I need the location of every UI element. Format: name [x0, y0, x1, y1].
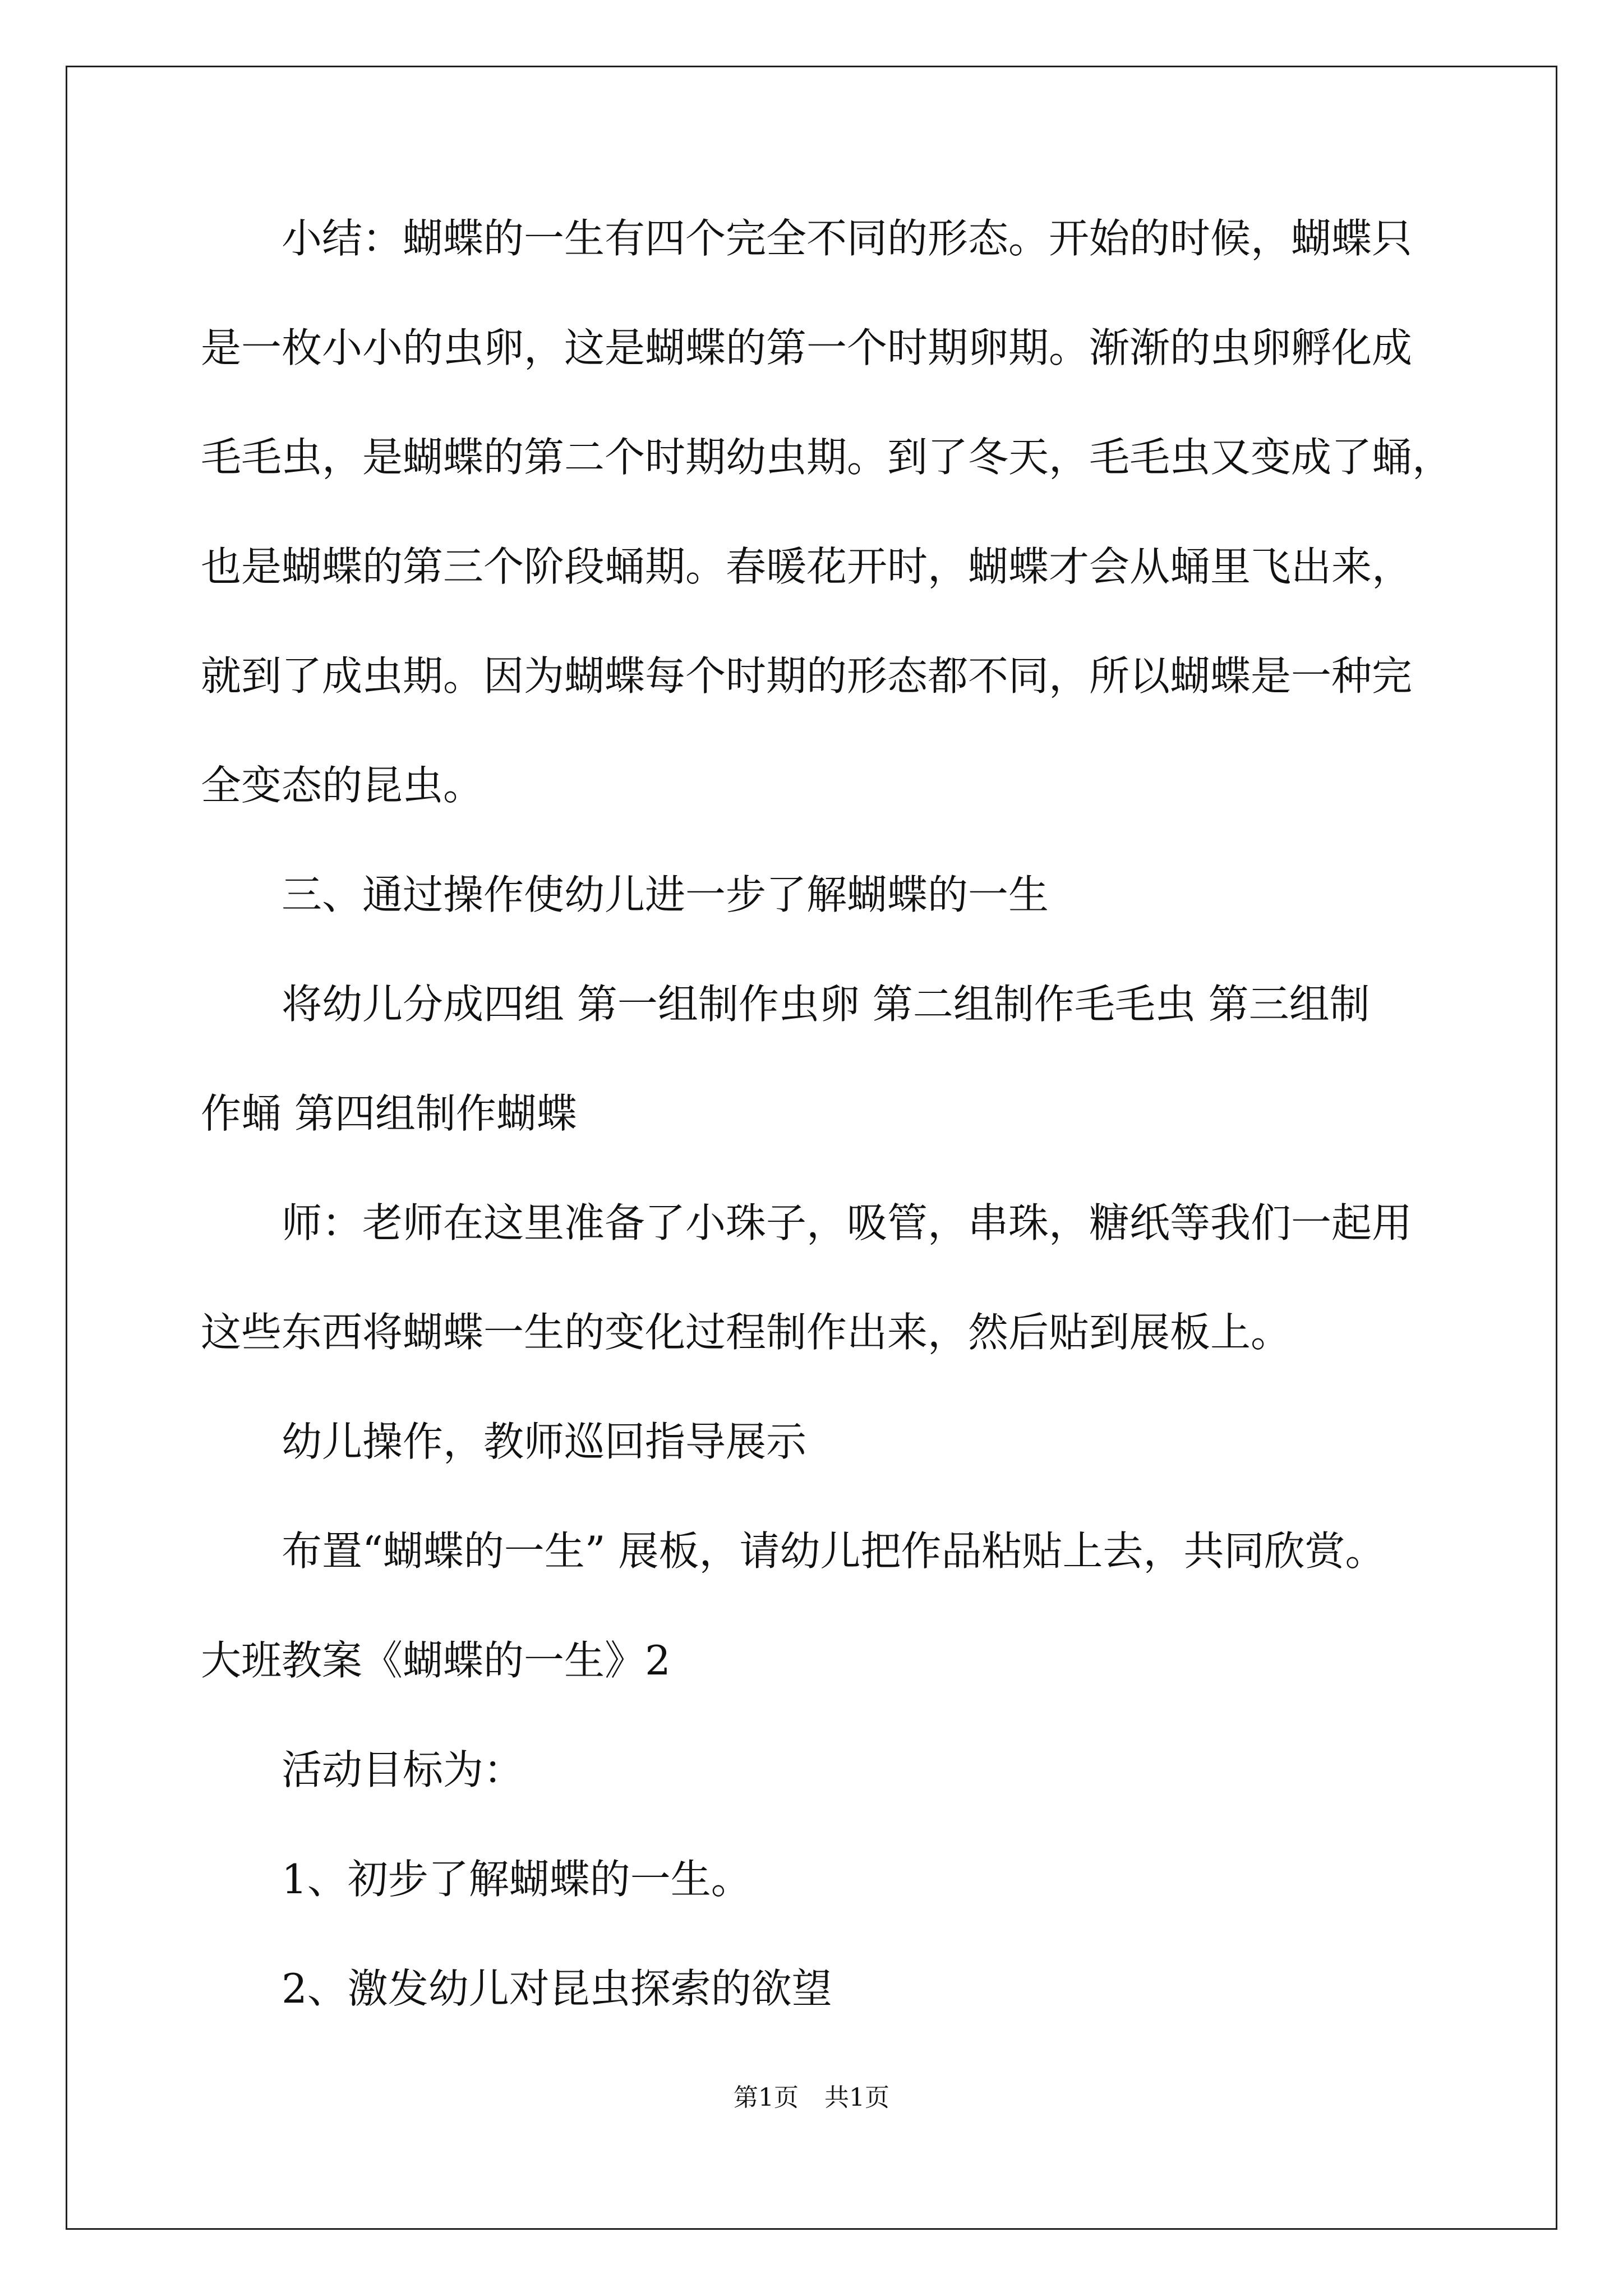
paragraph-display-board: 布置“蝴蝶的一生” 展板，请幼儿把作品粘贴上去，共同欣赏。 [282, 1527, 1386, 1575]
paragraph-teacher-line-2: 这些东西将蝴蝶一生的变化过程制作出来，然后贴到展板上。 [201, 1309, 1292, 1356]
page-total: 共1页 [824, 2083, 889, 2112]
section-heading-three: 三、通过操作使幼儿进一步了解蝴蝶的一生 [282, 871, 1049, 918]
paragraph-summary-line-6: 全变态的昆虫。 [201, 762, 484, 809]
goal-item-2: 2、激发幼儿对昆虫探索的欲望 [282, 1965, 832, 2012]
activity-goals-heading: 活动目标为： [282, 1746, 524, 1793]
page-footer [0, 2082, 1623, 2114]
page-border [66, 66, 1557, 2230]
paragraph-groups-line-1: 将幼儿分成四组 第一组制作虫卵 第二组制作毛毛虫 第三组制 [282, 981, 1370, 1028]
paragraph-groups-line-2: 作蛹 第四组制作蝴蝶 [201, 1090, 577, 1137]
paragraph-summary-line-3: 毛毛虫，是蝴蝶的第二个时期幼虫期。到了冬天，毛毛虫又变成了蛹， [201, 434, 1453, 481]
paragraph-summary-line-4: 也是蝴蝶的第三个阶段蛹期。春暖花开时，蝴蝶才会从蛹里飞出来， [201, 543, 1413, 590]
page-number: 第1页 [734, 2083, 799, 2112]
paragraph-summary-line-1: 小结：蝴蝶的一生有四个完全不同的形态。开始的时候，蝴蝶只 [282, 215, 1413, 262]
paragraph-teacher-line-1: 师：老师在这里准备了小珠子，吸管，串珠，糖纸等我们一起用 [282, 1199, 1413, 1246]
goal-item-1: 1、初步了解蝴蝶的一生。 [282, 1856, 751, 1903]
paragraph-operation: 幼儿操作，教师巡回指导展示 [282, 1418, 807, 1465]
paragraph-summary-line-5: 就到了成虫期。因为蝴蝶每个时期的形态都不同，所以蝴蝶是一种完 [201, 652, 1413, 700]
paragraph-summary-line-2: 是一枚小小的虫卵，这是蝴蝶的第一个时期卵期。渐渐的虫卵孵化成 [201, 324, 1413, 371]
lesson-plan-title: 大班教案《蝴蝶的一生》2 [201, 1637, 671, 1684]
